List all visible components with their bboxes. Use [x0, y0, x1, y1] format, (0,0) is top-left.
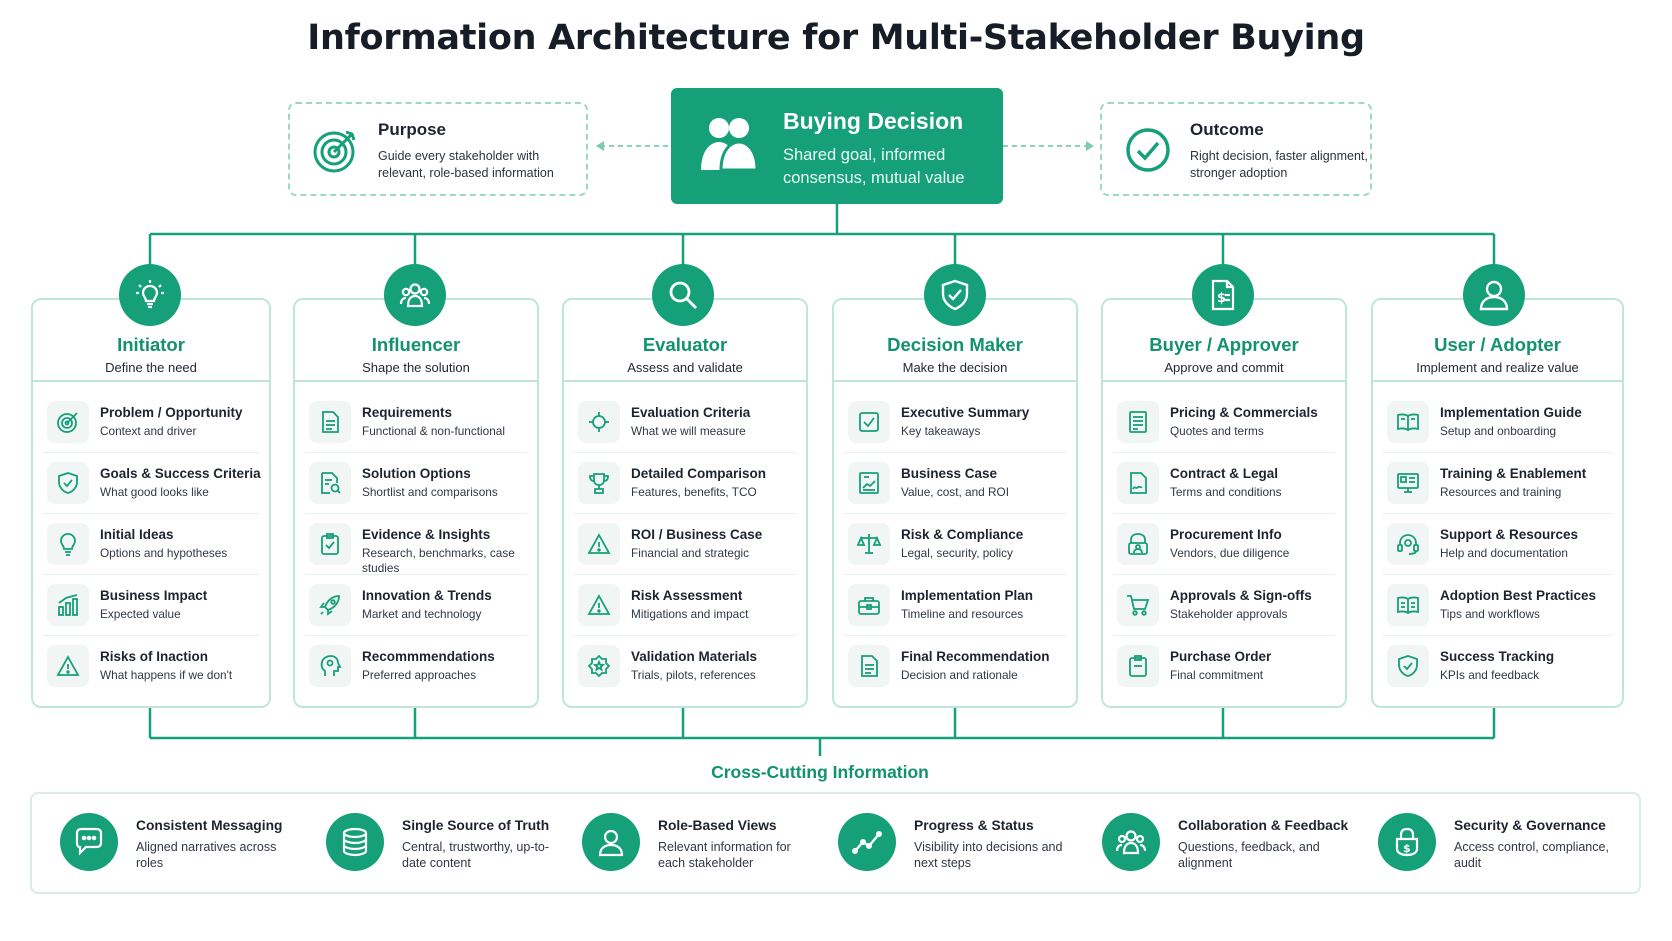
list-item: Recommmendations Preferred approaches [305, 636, 527, 697]
cross-cutting-title: Cross-Cutting Information [711, 762, 929, 782]
list-item: Risks of Inaction What happens if we don't [43, 636, 259, 697]
magnifier-icon [652, 264, 714, 326]
list-item: Procurement Info Vendors, due diligence [1113, 514, 1335, 575]
list-item: Business Case Value, cost, and ROI [844, 453, 1066, 514]
presentation-icon [1387, 462, 1429, 504]
cart-icon [1117, 584, 1159, 626]
list-item: Business Impact Expected value [43, 575, 259, 636]
role-card-decision-maker [832, 298, 1078, 708]
group-icon [384, 264, 446, 326]
list-item: Contract & Legal Terms and conditions [1113, 453, 1335, 514]
list-item: Adoption Best Practices Tips and workflows [1383, 575, 1612, 636]
list-item: Success Tracking KPIs and feedback [1383, 636, 1612, 697]
clipboard-icon [1117, 645, 1159, 687]
outcome-title: Outcome [1190, 120, 1264, 139]
purpose-card [288, 102, 588, 196]
role-subtitle: Define the need [105, 360, 197, 375]
list-item: Final Recommendation Decision and rationale [844, 636, 1066, 697]
role-card-user-adopter [1371, 298, 1624, 708]
book-icon [1387, 584, 1429, 626]
list-item: Training & Enablement Resources and training [1383, 453, 1612, 514]
user-icon [582, 813, 640, 871]
outcome-card [1100, 102, 1372, 196]
list-item: Detailed Comparison Features, benefits, TCO [574, 453, 796, 514]
check-circle-icon [1124, 126, 1172, 174]
trophy-icon [578, 462, 620, 504]
warning-icon [578, 584, 620, 626]
role-card-evaluator [562, 298, 808, 708]
list-item: Innovation & Trends Market and technology [305, 575, 527, 636]
purpose-desc: Guide every stakeholder with relevant, role-based information [378, 149, 554, 180]
role-title: Decision Maker [887, 334, 1023, 355]
bar-chart-icon [47, 584, 89, 626]
outcome-desc: Right decision, faster alignment, stronger adoption [1190, 149, 1368, 180]
badge-star-icon [578, 645, 620, 687]
lightbulb-icon [47, 523, 89, 565]
toolbox-icon [848, 584, 890, 626]
role-title: Initiator [117, 334, 185, 355]
cross-item: Collaboration & Feedback Questions, feedback, and alignment [1074, 794, 1354, 894]
target-icon [47, 401, 89, 443]
cross-item: $ Security & Governance Access control, compliance, audit [1350, 794, 1640, 894]
head-icon [309, 645, 351, 687]
role-subtitle: Approve and commit [1164, 360, 1284, 375]
shield-check-icon [924, 264, 986, 326]
target-icon [312, 126, 360, 174]
warning-icon [578, 523, 620, 565]
users-icon [699, 116, 759, 172]
crosshair-icon [578, 401, 620, 443]
role-card-buyer-approver [1101, 298, 1347, 708]
cross-item: Single Source of Truth Central, trustworthy, up-to-date content [298, 794, 563, 894]
decision-title: Buying Decision [783, 108, 964, 134]
list-item: Goals & Success Criteria What good looks like [43, 453, 259, 514]
role-card-influencer [293, 298, 539, 708]
list-item: Implementation Guide Setup and onboarding [1383, 392, 1612, 453]
scales-icon [848, 523, 890, 565]
list-item: Approvals & Sign-offs Stakeholder approvals [1113, 575, 1335, 636]
role-title: Evaluator [642, 334, 728, 355]
warning-icon [47, 645, 89, 687]
database-icon [326, 813, 384, 871]
book-icon [1387, 401, 1429, 443]
list-item: ROI / Business Case Financial and strategic [574, 514, 796, 575]
shield-check-icon [47, 462, 89, 504]
svg-text:$: $ [1217, 291, 1227, 306]
list-item: Evaluation Criteria What we will measure [574, 392, 796, 453]
document-search-icon [309, 462, 351, 504]
role-title: User / Adopter [1434, 334, 1561, 355]
document-icon [1117, 401, 1159, 443]
svg-text:$: $ [1403, 842, 1411, 855]
list-item: Risk Assessment Mitigations and impact [574, 575, 796, 636]
buying-decision-card [671, 88, 1003, 204]
list-item: Problem / Opportunity Context and driver [43, 392, 259, 453]
list-item: Evidence & Insights Research, benchmarks, case studies [305, 514, 527, 575]
shield-check-icon [1387, 645, 1429, 687]
rocket-icon [309, 584, 351, 626]
list-item: Risk & Compliance Legal, security, policy [844, 514, 1066, 575]
decision-desc: Shared goal, informed consensus, mutual value [783, 146, 965, 187]
cross-item: Role-Based Views Relevant information for each stakeholder [554, 794, 819, 894]
list-item: Solution Options Shortlist and comparisons [305, 453, 527, 514]
document-icon [309, 401, 351, 443]
cross-cutting-panel [30, 792, 1641, 894]
user-lock-icon [1117, 523, 1159, 565]
chat-icon [60, 813, 118, 871]
page-title: Information Architecture for Multi-Stakeholder Buying [307, 18, 1365, 58]
list-item: Purchase Order Final commitment [1113, 636, 1335, 697]
user-icon [1463, 264, 1525, 326]
document-icon [848, 645, 890, 687]
role-subtitle: Make the decision [902, 360, 1008, 375]
list-item: Initial Ideas Options and hypotheses [43, 514, 259, 575]
list-item: Support & Resources Help and documentation [1383, 514, 1612, 575]
cross-item: Consistent Messaging Aligned narratives across roles [32, 794, 297, 894]
invoice-icon [1192, 264, 1254, 326]
list-item: Implementation Plan Timeline and resources [844, 575, 1066, 636]
lightbulb-icon [119, 264, 181, 326]
trend-icon [838, 813, 896, 871]
list-item: Executive Summary Key takeaways [844, 392, 1066, 453]
role-card-initiator [31, 298, 271, 708]
role-title: Buyer / Approver [1149, 334, 1299, 355]
checkbox-icon [848, 401, 890, 443]
cross-item: Progress & Status Visibility into decisions and next steps [810, 794, 1075, 894]
clipboard-check-icon [309, 523, 351, 565]
list-item: Requirements Functional & non-functional [305, 392, 527, 453]
role-subtitle: Assess and validate [627, 360, 743, 375]
purpose-title: Purpose [378, 120, 447, 139]
group-icon [1102, 813, 1160, 871]
role-title: Influencer [371, 334, 461, 355]
role-subtitle: Shape the solution [362, 360, 470, 375]
lock-dollar-icon [1378, 813, 1436, 871]
role-subtitle: Implement and realize value [1416, 360, 1579, 375]
list-item: Pricing & Commercials Quotes and terms [1113, 392, 1335, 453]
headset-icon [1387, 523, 1429, 565]
report-icon [848, 462, 890, 504]
list-item: Validation Materials Trials, pilots, references [574, 636, 796, 697]
contract-icon [1117, 462, 1159, 504]
